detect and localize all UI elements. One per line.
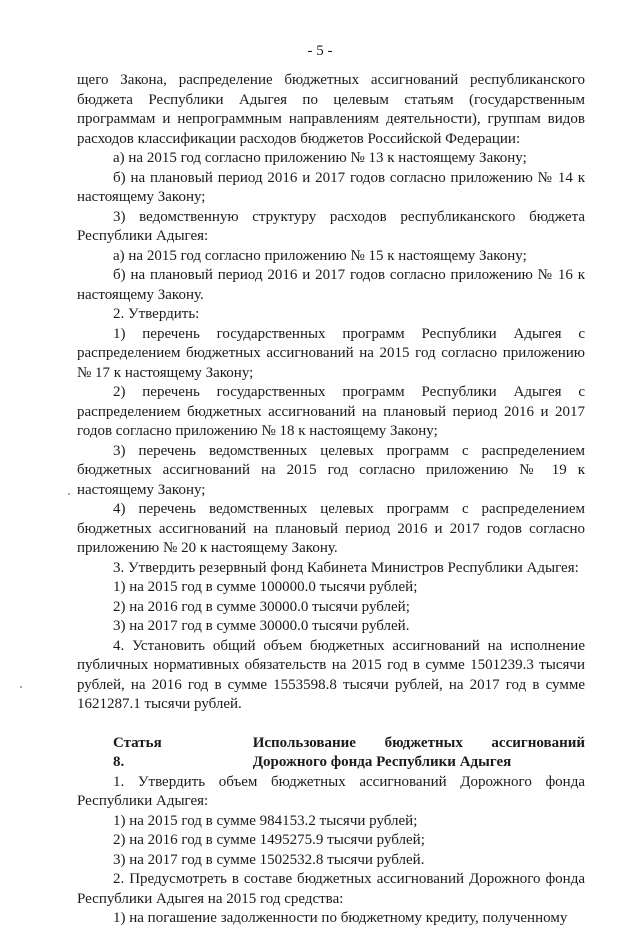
paragraph: 1) перечень государственных программ Республики Адыгея с распределением бюджетных ассигнований на 2015 год согласно приложению № 17 к настоящему Закону;	[77, 325, 585, 381]
paragraph: 2. Утвердить:	[113, 306, 200, 322]
paragraph: а) на 2015 год согласно приложению № 15 к настоящему Закону;	[113, 247, 527, 264]
scan-mark	[68, 493, 70, 495]
paragraph: 1. Утвердить объем бюджетных ассигнований Дорожного фонда Республики Адыгея:	[77, 773, 585, 809]
paragraph: 3) на 2017 год в сумме 1502532.8 тысячи рублей.	[113, 851, 425, 868]
paragraph: а) на 2015 год согласно приложению № 13 к настоящему Закону;	[113, 150, 527, 166]
paragraph: 2) перечень государственных программ Республики Адыгея с распределением бюджетных ассигнований на плановый период 2016 и 2017 годов согласно приложению № 18 к настоящему Закону;	[77, 384, 585, 439]
article-title: Использование бюджетных ассигнований Дорожного фонда Республики Адыгея	[252, 734, 585, 770]
paragraph: 1) на 2015 год в сумме 984153.2 тысячи рублей;	[113, 812, 418, 829]
paragraph: 1) на погашение задолженности по бюджетному кредиту, полученному	[113, 910, 568, 926]
article-heading	[77, 734, 585, 773]
paragraph: 3) перечень ведомственных целевых программ с распределением бюджетных ассигнований на 2015 год согласно приложению № 19 к настоящему Закону;	[77, 442, 585, 498]
scan-mark	[20, 686, 22, 688]
paragraph: 2. Предусмотреть в составе бюджетных ассигнований Дорожного фонда Республики Адыгея на 2015 год средства:	[77, 871, 585, 907]
page-number: - 5 -	[307, 43, 333, 59]
paragraph: 3) ведомственную структуру расходов республиканского бюджета Республики Адыгея:	[77, 208, 585, 244]
paragraph: 3) на 2017 год в сумме 30000.0 тысячи рублей.	[113, 618, 410, 634]
paragraph: 2) на 2016 год в сумме 1495275.9 тысячи рублей;	[113, 832, 425, 848]
paragraph: б) на плановый период 2016 и 2017 годов согласно приложению № 16 к настоящему Закону.	[77, 267, 585, 303]
document-body	[77, 71, 585, 929]
paragraph: 1) на 2015 год в сумме 100000.0 тысячи рублей;	[113, 579, 418, 595]
paragraph: 2) на 2016 год в сумме 30000.0 тысячи рублей;	[113, 598, 410, 615]
paragraph: б) на плановый период 2016 и 2017 годов согласно приложению № 14 к настоящему Закону;	[77, 169, 585, 205]
paragraph: 3. Утвердить резервный фонд Кабинета Министров Республики Адыгея:	[113, 559, 579, 576]
paragraph: 4. Установить общий объем бюджетных ассигнований на исполнение публичных нормативных обязательств на 2015 год в сумме 1501239.3 тысячи рублей, на 2016 год в сумме 1553598.8 тысячи рублей, на 2017 год в сумме 1621287.1 тысячи рублей.	[77, 637, 585, 712]
paragraph: 4) перечень ведомственных целевых программ с распределением бюджетных ассигнований на плановый период 2016 и 2017 годов согласно приложению № 20 к настоящему Закону.	[77, 501, 585, 556]
paragraph: щего Закона, распределение бюджетных ассигнований республиканского бюджета Республики Адыгея по целевым статьям (государственным программам и непрограммным направлениям деятельности), группам видов расходов классификации расходов бюджетов Российской Федерации:	[77, 72, 585, 147]
article-number: Статья 8.	[113, 734, 162, 770]
